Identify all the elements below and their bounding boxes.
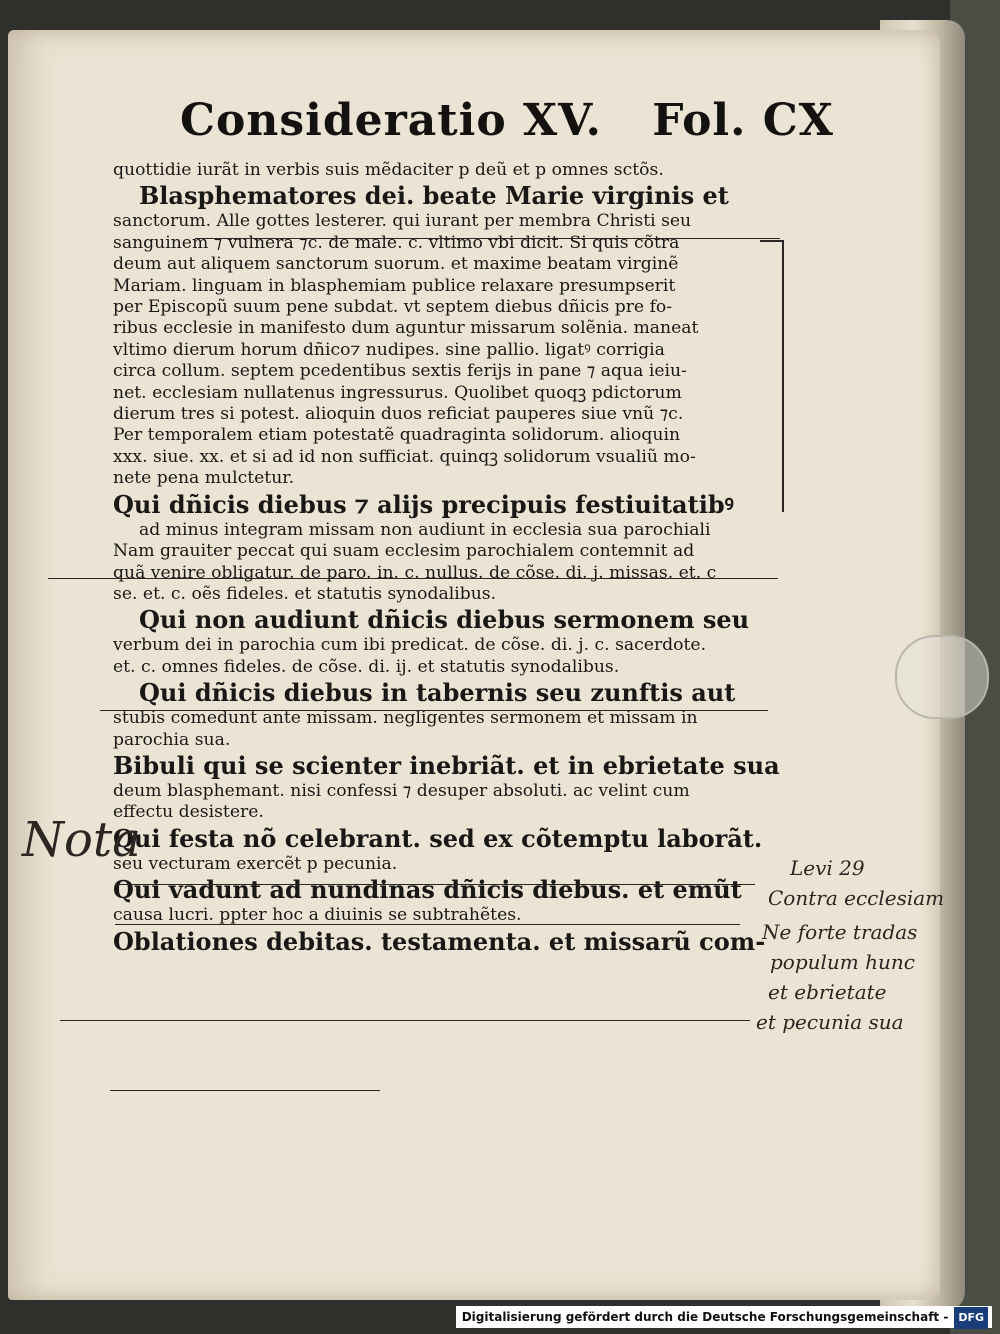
text-line: ad minus integram missam non audiunt in ecclesia sua parochiali (139, 519, 711, 540)
text-line: net. ecclesiam nullatenus ingressurus. Quolibet quoqꝫ pdictorum (113, 382, 682, 403)
text-line: dierum tres si potest. alioquin duos reficiat pauperes siue vnũ ⁊c. (113, 404, 684, 425)
text-line: xxx. siue. xx. et si ad id non sufficiat. quinqꝫ solidorum vsualiũ mo- (113, 446, 696, 467)
ink-underline (60, 1020, 750, 1021)
text-line: deum aut aliquem sanctorum suorum. et maxime beatam virginẽ (113, 254, 679, 275)
text-line: vltimo dierum horum dñico⁊ nudipes. sine pallio. ligatꝰ corrigia (113, 339, 665, 360)
text-line: stubis comedunt ante missam. negligentes sermonem et missam in (113, 708, 698, 729)
margin-note-right: Ne forte tradas (762, 920, 918, 944)
section-heading: Blasphematores dei. beate Marie virginis et (139, 181, 729, 211)
text-line: effectu desistere. (113, 802, 264, 823)
text-line: quã venire obligatur. de paro. in. c. nullus. de cõse. di. j. missas. et. c (113, 562, 717, 583)
body-text (113, 160, 780, 957)
margin-note-right: et ebrietate (768, 980, 887, 1004)
text-line: sanguinem ⁊ vulnera ⁊c. de male. c. vltimo vbi dicit. Si quis cõtra (113, 232, 680, 253)
section-heading: Qui vadunt ad nundinas dñicis diebus. et emũt (113, 875, 742, 905)
text-line: Per temporalem etiam potestatẽ quadraginta solidorum. alioquin (113, 425, 681, 446)
ink-underline (48, 578, 778, 579)
dfg-logo: DFG (954, 1307, 988, 1329)
text-line: quottidie iurãt in verbis suis mẽdaciter p deũ et p omnes sctõs. (113, 160, 664, 180)
text-line: seu vecturam exercẽt p pecunia. (113, 853, 398, 874)
footer-credit (456, 1306, 992, 1328)
text-line: circa collum. septem pcedentibus sextis ferijs in pane ⁊ aqua ieiu- (113, 361, 687, 382)
text-line: ribus ecclesie in manifesto dum aguntur missarum solẽnia. maneat (113, 318, 699, 339)
margin-note-right: et pecunia sua (756, 1010, 904, 1034)
ink-underline (110, 1090, 380, 1091)
folio-number: Fol. CX (652, 95, 834, 146)
section-heading: Qui festa nõ celebrant. sed ex cõtemptu laborãt. (113, 823, 763, 853)
text-line: per Episcopũ suum pene subdat. vt septem diebus dñicis pre fo- (113, 297, 673, 318)
section-heading: Qui dñicis diebus in tabernis seu zunftis aut (139, 678, 736, 708)
ink-underline (195, 238, 780, 239)
text-line: sanctorum. Alle gottes lesterer. qui iurant per membra Christi seu (113, 211, 692, 232)
page-header (180, 95, 834, 146)
text-line: causa lucri. ppter hoc a diuinis se subtrahẽtes. (113, 905, 522, 926)
section-heading: Oblationes debitas. testamenta. et missarũ com- (113, 926, 766, 956)
header-title: Consideratio XV. (180, 95, 602, 146)
ink-underline (115, 884, 755, 885)
margin-note-right: Contra ecclesiam (768, 886, 945, 910)
margin-note-left: Nota (22, 812, 141, 868)
page-clip (895, 635, 989, 719)
text-line: Nam grauiter peccat qui suam ecclesim parochialem contemnit ad (113, 541, 695, 562)
margin-note-right: populum hunc (770, 950, 915, 974)
ink-underline (115, 924, 740, 925)
text-line: parochia sua. (113, 729, 231, 750)
section-heading: Bibuli qui se scienter inebriãt. et in ebrietate sua (113, 750, 780, 780)
margin-note-right: Levi 29 (790, 856, 865, 880)
ink-bracket (760, 240, 784, 512)
credit-text: Digitalisierung gefördert durch die Deutsche Forschungsgemeinschaft - (461, 1310, 949, 1324)
text-line: deum blasphemant. nisi confessi ⁊ desuper absoluti. ac velint cum (113, 780, 690, 801)
text-line: verbum dei in parochia cum ibi predicat. de cõse. di. j. c. sacerdote. (113, 635, 707, 656)
text-line: et. c. omnes fideles. de cõse. di. ij. et statutis synodalibus. (113, 656, 620, 677)
text-line: Mariam. linguam in blasphemiam publice relaxare presumpserit (113, 275, 676, 296)
section-heading: Qui non audiunt dñicis diebus sermonem seu (139, 605, 750, 635)
text-line: nete pena mulctetur. (113, 468, 295, 489)
ink-underline (100, 710, 768, 711)
text-line: se. et. c. oẽs fideles. et statutis synodalibus. (113, 583, 497, 604)
section-heading: Qui dñicis diebus ⁊ alijs precipuis festiuitatibꝰ (113, 489, 734, 519)
